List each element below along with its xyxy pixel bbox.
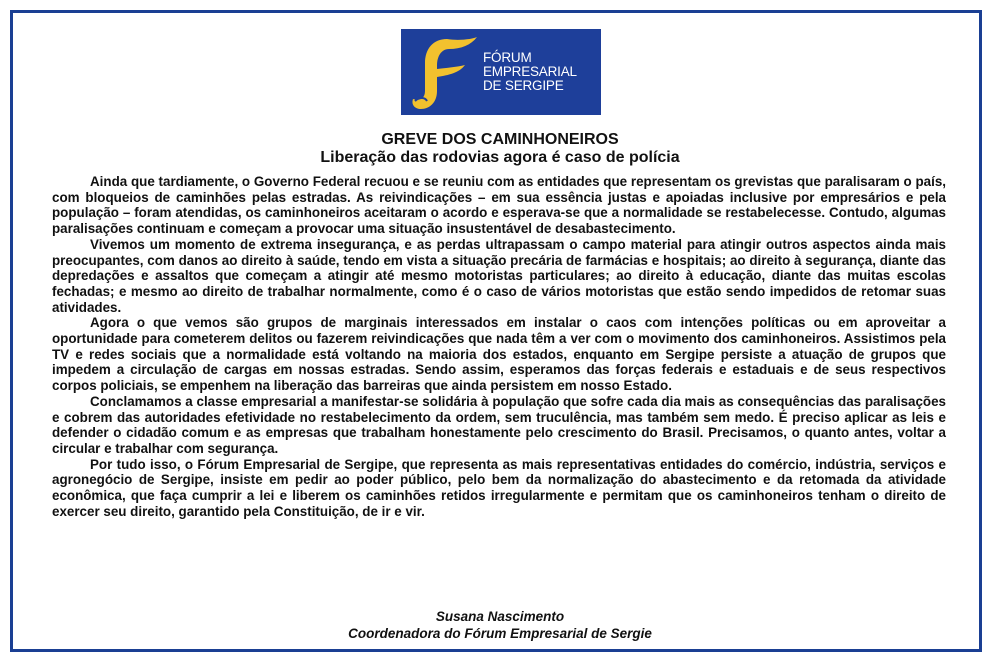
forum-logo [401, 29, 601, 115]
paragraph-2: Vivemos um momento de extrema insegurança, e as perdas ultrapassam o campo material para atingir outros aspectos ainda mais preocupantes, com danos ao direito à saúde, tendo em vista a situação precária de farmácias e hospitais; ao direito à segurança, diante das depredações e assaltos que começam a atingir até mesmo motoristas particulares; ao direito à educação, diante das muitas escolas fechadas; e mesmo ao direito de trabalhar normalmente, como é o caso de vários motoristas que estão sendo impedidos de retomar suas atividades. [52, 236, 946, 315]
article-subtitle: Liberação das rodovias agora é caso de polícia [320, 149, 680, 166]
paragraph-4: Conclamamos a classe empresarial a manifestar-se solidária à população que sofre cada dia mais as consequências das paralisações e cobrem das autoridades efetividade no restabelecimento da ordem, sem truculência, mas também sem medo. É preciso aplicar as leis e defender o cidadão comum e as empresas que trabalham honestamente pelo crescimento do Brasil. Precisamos, o quanto antes, voltar a circular e trabalhar com segurança. [52, 393, 946, 456]
signature-role: Coordenadora do Fórum Empresarial de Sergie [348, 626, 652, 641]
logo-line-2: EMPRESARIAL [483, 64, 577, 79]
f-flame-logo-icon [407, 35, 481, 111]
logo-line-1: FÓRUM [483, 50, 532, 65]
signature-name: Susana Nascimento [435, 609, 565, 624]
article-title: GREVE DOS CAMINHONEIROS [381, 131, 619, 148]
paragraph-5: Por tudo isso, o Fórum Empresarial de Sergipe, que representa as mais representativas entidades do comércio, indústria, serviços e agronegócio de Sergipe, insiste em pedir ao poder público, pelo bem da normalização do abastecimento e da retomada da atividade econômica, que faça cumprir a lei e liberem os caminhões retidos irregularmente e permitam que os caminhoneiros tenham o direito de exercer seu direito, garantido pela Constituição, de ir e vir. [52, 456, 946, 519]
paragraph-1: Ainda que tardiamente, o Governo Federal recuou e se reuniu com as entidades que representam os grevistas que paralisaram o país, com bloqueios de caminhões pelas estradas. As reivindicações – em sua essência justas e apoiadas inclusive por empresários e pela população – foram atendidas, os caminhoneiros aceitaram o acordo e esperava-se que a normalidade se restabelecesse. Contudo, algumas paralisações continuam e começam a provocar uma situação insustentável de desabastecimento. [52, 174, 946, 237]
paragraph-3: Agora o que vemos são grupos de marginais interessados em instalar o caos com intenções políticas ou em aproveitar a oportunidade para cometerem delitos ou fazerem reivindicações que nada têm a ver com o movimento dos caminhoneiros. Assistimos pela TV e redes sociais que a normalidade está voltando na maioria dos estados, enquanto em Sergipe persiste a atuação de grupos que impedem a circulação de cargas em nossas estradas. Sendo assim, esperamos das forças federais e estaduais e de seus respectivos corpos policiais, se empenhem na liberação das barreiras que ainda persistem em nosso Estado. [52, 315, 946, 394]
article-body [52, 174, 946, 519]
logo-line-3: DE SERGIPE [483, 78, 564, 93]
